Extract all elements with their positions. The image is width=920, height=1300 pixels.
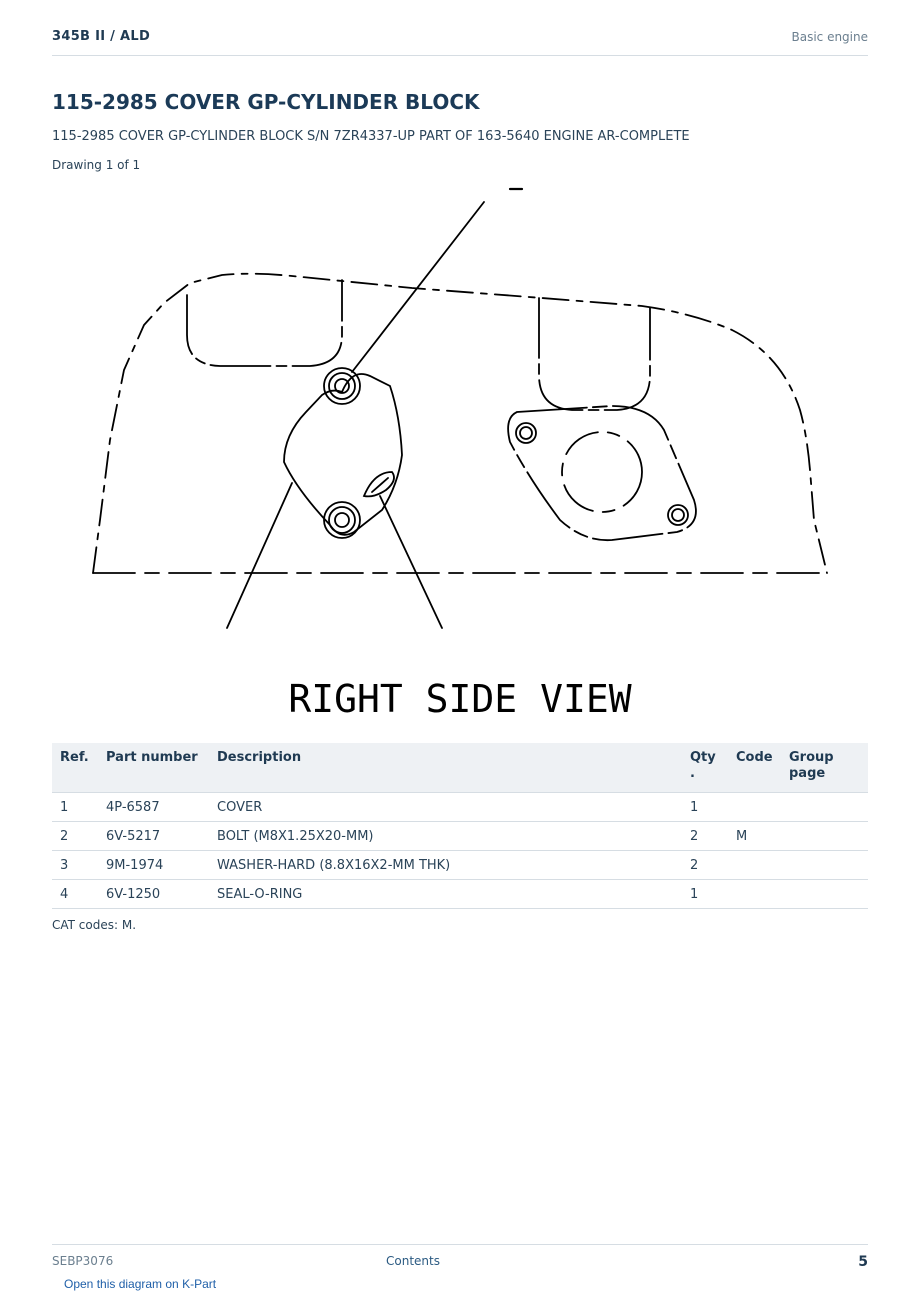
flange-hole-right [668,505,688,525]
cell-part-number: 6V-1250 [98,880,209,909]
cell-description: COVER [209,793,682,822]
cell-ref: 1 [52,793,98,822]
cell-qty: 1 [682,880,728,909]
section-label: Basic engine [791,30,868,44]
parts-diagram [52,180,868,740]
cell-ref: 4 [52,880,98,909]
col-qty: Qty . [682,743,728,793]
col-code: Code [728,743,781,793]
col-part-number: Part number [98,743,209,793]
parts-table [52,743,868,909]
cell-ref: 2 [52,822,98,851]
col-ref: Ref. [52,743,98,793]
cell-qty: 2 [682,822,728,851]
cat-codes-note: CAT codes: M. [52,918,137,932]
cell-part-number: 4P-6587 [98,793,209,822]
table-row [52,822,868,851]
table-header-row [52,743,868,793]
cell-group-page [781,822,868,851]
cell-description: WASHER-HARD (8.8X16X2-MM THK) [209,851,682,880]
cell-part-number: 6V-5217 [98,822,209,851]
cell-code [728,793,781,822]
view-label: RIGHT SIDE VIEW [288,677,632,721]
leader-line-2 [227,483,292,628]
leader-line-3 [380,496,442,628]
page-header [52,28,868,56]
cell-qty: 2 [682,851,728,880]
cell-group-page [781,851,868,880]
leader-line-1 [352,202,484,372]
cell-group-page [781,793,868,822]
cell-description: BOLT (M8X1.25X20-MM) [209,822,682,851]
cell-qty: 1 [682,793,728,822]
cell-code [728,851,781,880]
page-title: 115-2985 COVER GP-CYLINDER BLOCK [52,90,480,114]
cell-code: M [728,822,781,851]
right-pocket [539,298,650,410]
flange-bore [562,432,642,512]
flange-hole-left [516,423,536,443]
seal-o-ring [364,472,394,496]
contents-link[interactable]: Contents [386,1254,440,1268]
page-footer [52,1244,868,1274]
page-number: 5 [858,1254,868,1270]
table-row [52,793,868,822]
drawing-count-label: Drawing 1 of 1 [52,158,141,172]
table-row [52,851,868,880]
cell-part-number: 9M-1974 [98,851,209,880]
cell-description: SEAL-O-RING [209,880,682,909]
flange-plate [508,406,696,540]
cell-group-page [781,880,868,909]
model-label: 345B II / ALD [52,29,151,44]
block-outline [93,274,827,573]
table-row [52,880,868,909]
col-description: Description [209,743,682,793]
col-group-page: Group page [781,743,868,793]
cell-ref: 3 [52,851,98,880]
page-subtitle: 115-2985 COVER GP-CYLINDER BLOCK S/N 7ZR4337-UP PART OF 163-5640 ENGINE AR-COMPLETE [52,129,690,144]
doc-number: SEBP3076 [52,1254,114,1268]
kpart-link[interactable]: Open this diagram on K-Part [64,1277,217,1291]
left-pocket [187,280,342,366]
cell-code [728,880,781,909]
